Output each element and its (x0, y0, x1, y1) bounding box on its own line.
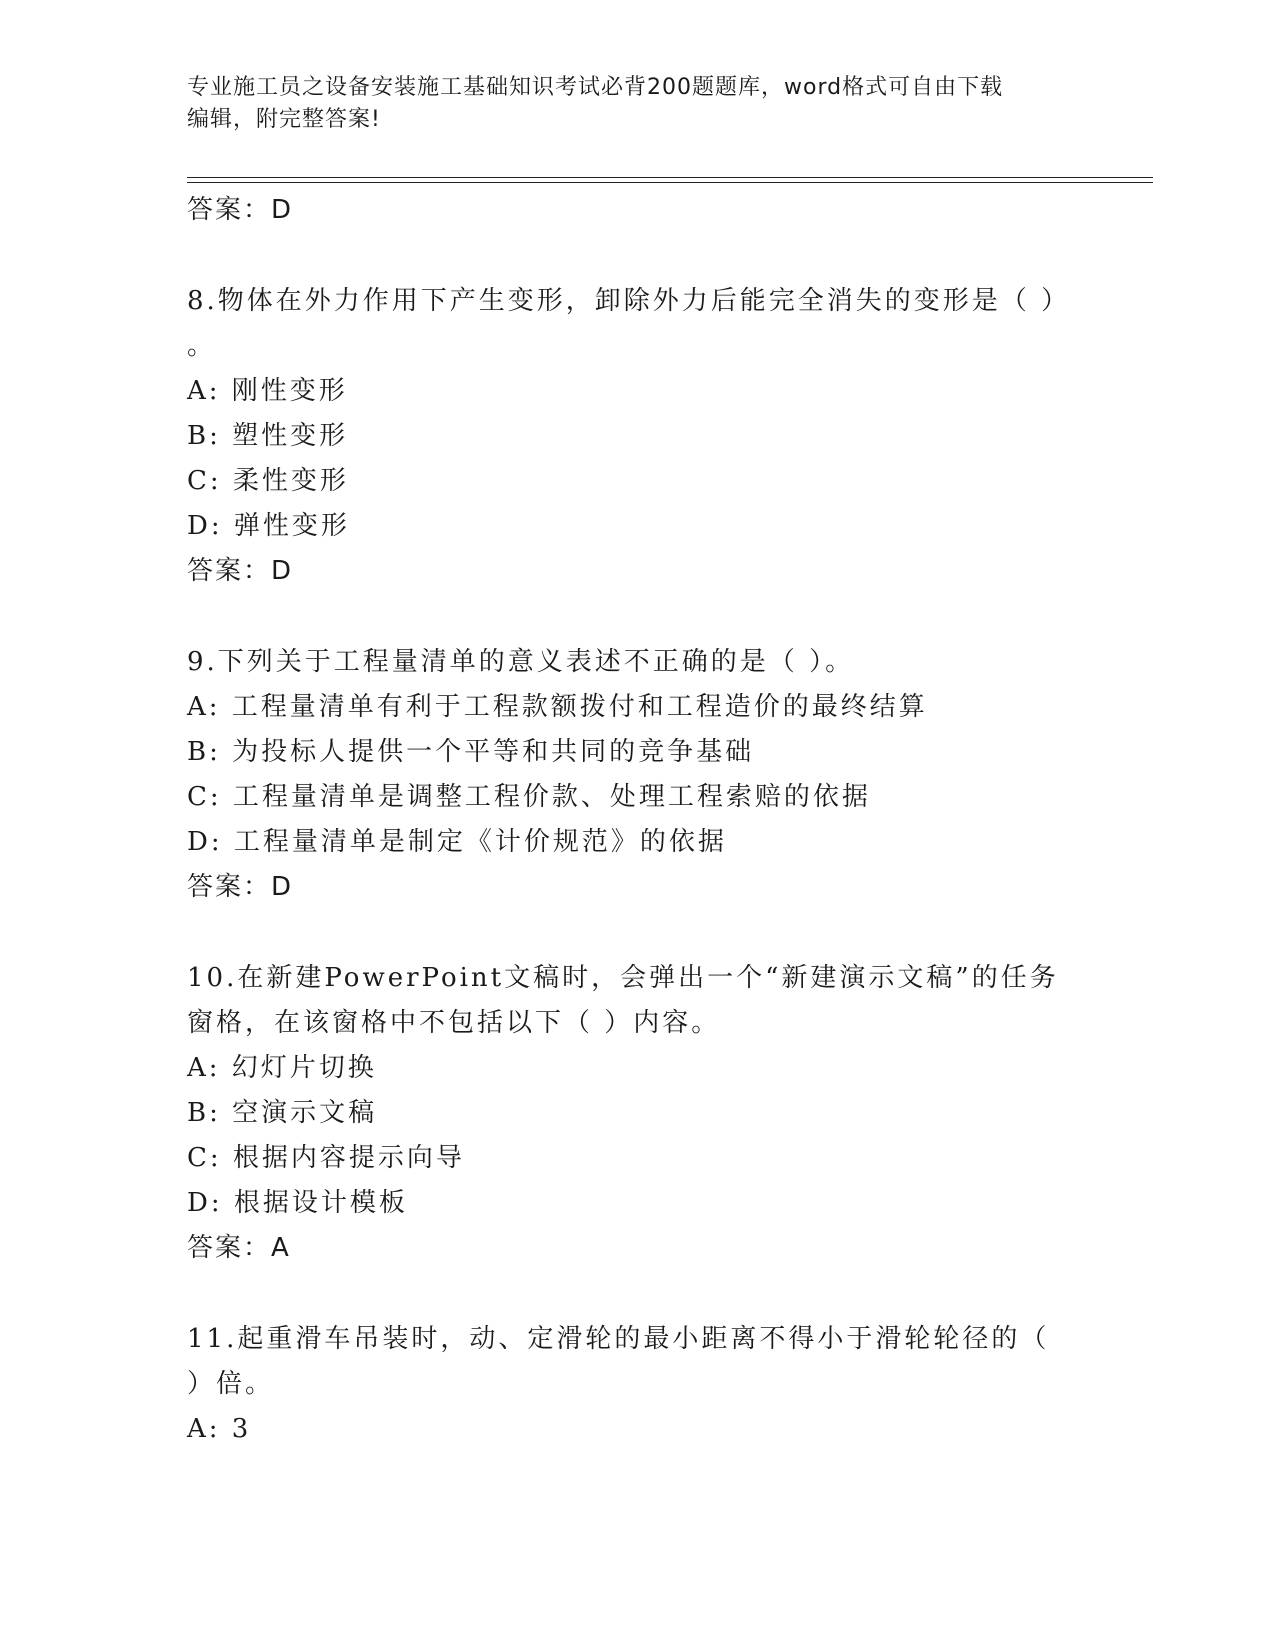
option-d: D: 根据设计模板 (187, 1188, 408, 1218)
header-rule-bottom (187, 182, 1153, 183)
option-c: C: 柔性变形 (187, 466, 349, 496)
option-a: A: 幻灯片切换 (187, 1053, 377, 1083)
option-a: A: 3 (187, 1414, 252, 1444)
question-8 (187, 279, 1087, 594)
document-header (187, 72, 1087, 136)
option-b: B: 空演示文稿 (187, 1098, 378, 1128)
question-stem: 9.下列关于工程量清单的意义表述不正确的是（ ）。 (187, 647, 855, 677)
answer-line: 答案：A (187, 1233, 291, 1263)
option-b: B: 塑性变形 (187, 421, 349, 451)
answer-line: 答案：D (187, 556, 294, 586)
question-stem: 11.起重滑车吊装时，动、定滑轮的最小距离不得小于滑轮轮径的（ (187, 1324, 1050, 1354)
question-stem: 8.物体在外力作用下产生变形，卸除外力后能完全消失的变形是（ ） (187, 286, 1071, 316)
header-line-1: 专业施工员之设备安装施工基础知识考试必背200题题库，word格式可自由下载 (187, 75, 1004, 100)
option-b: B: 为投标人提供一个平等和共同的竞争基础 (187, 737, 755, 767)
question-10 (187, 956, 1087, 1271)
option-d: D: 弹性变形 (187, 511, 350, 541)
option-d: D: 工程量清单是制定《计价规范》的依据 (187, 827, 727, 857)
option-c: C: 根据内容提示向导 (187, 1143, 465, 1173)
question-stem-continued: 。 (187, 331, 217, 361)
question-stem-continued: 窗格，在该窗格中不包括以下（ ）内容。 (187, 1008, 721, 1038)
header-line-2: 编辑，附完整答案! (187, 107, 381, 132)
header-rule-top (187, 177, 1153, 178)
option-c: C: 工程量清单是调整工程价款、处理工程索赔的依据 (187, 782, 871, 812)
document-body (187, 188, 1087, 1452)
question-stem-continued: ）倍。 (187, 1369, 275, 1399)
option-a: A: 工程量清单有利于工程款额拨付和工程造价的最终结算 (187, 692, 928, 722)
question-11 (187, 1317, 1087, 1452)
option-a: A: 刚性变形 (187, 376, 348, 406)
answer-line: 答案：D (187, 872, 294, 902)
question-9 (187, 640, 1087, 910)
answer-line: 答案：D (187, 195, 294, 225)
question-stem: 10.在新建PowerPoint文稿时，会弹出一个“新建演示文稿”的任务 (187, 963, 1059, 993)
